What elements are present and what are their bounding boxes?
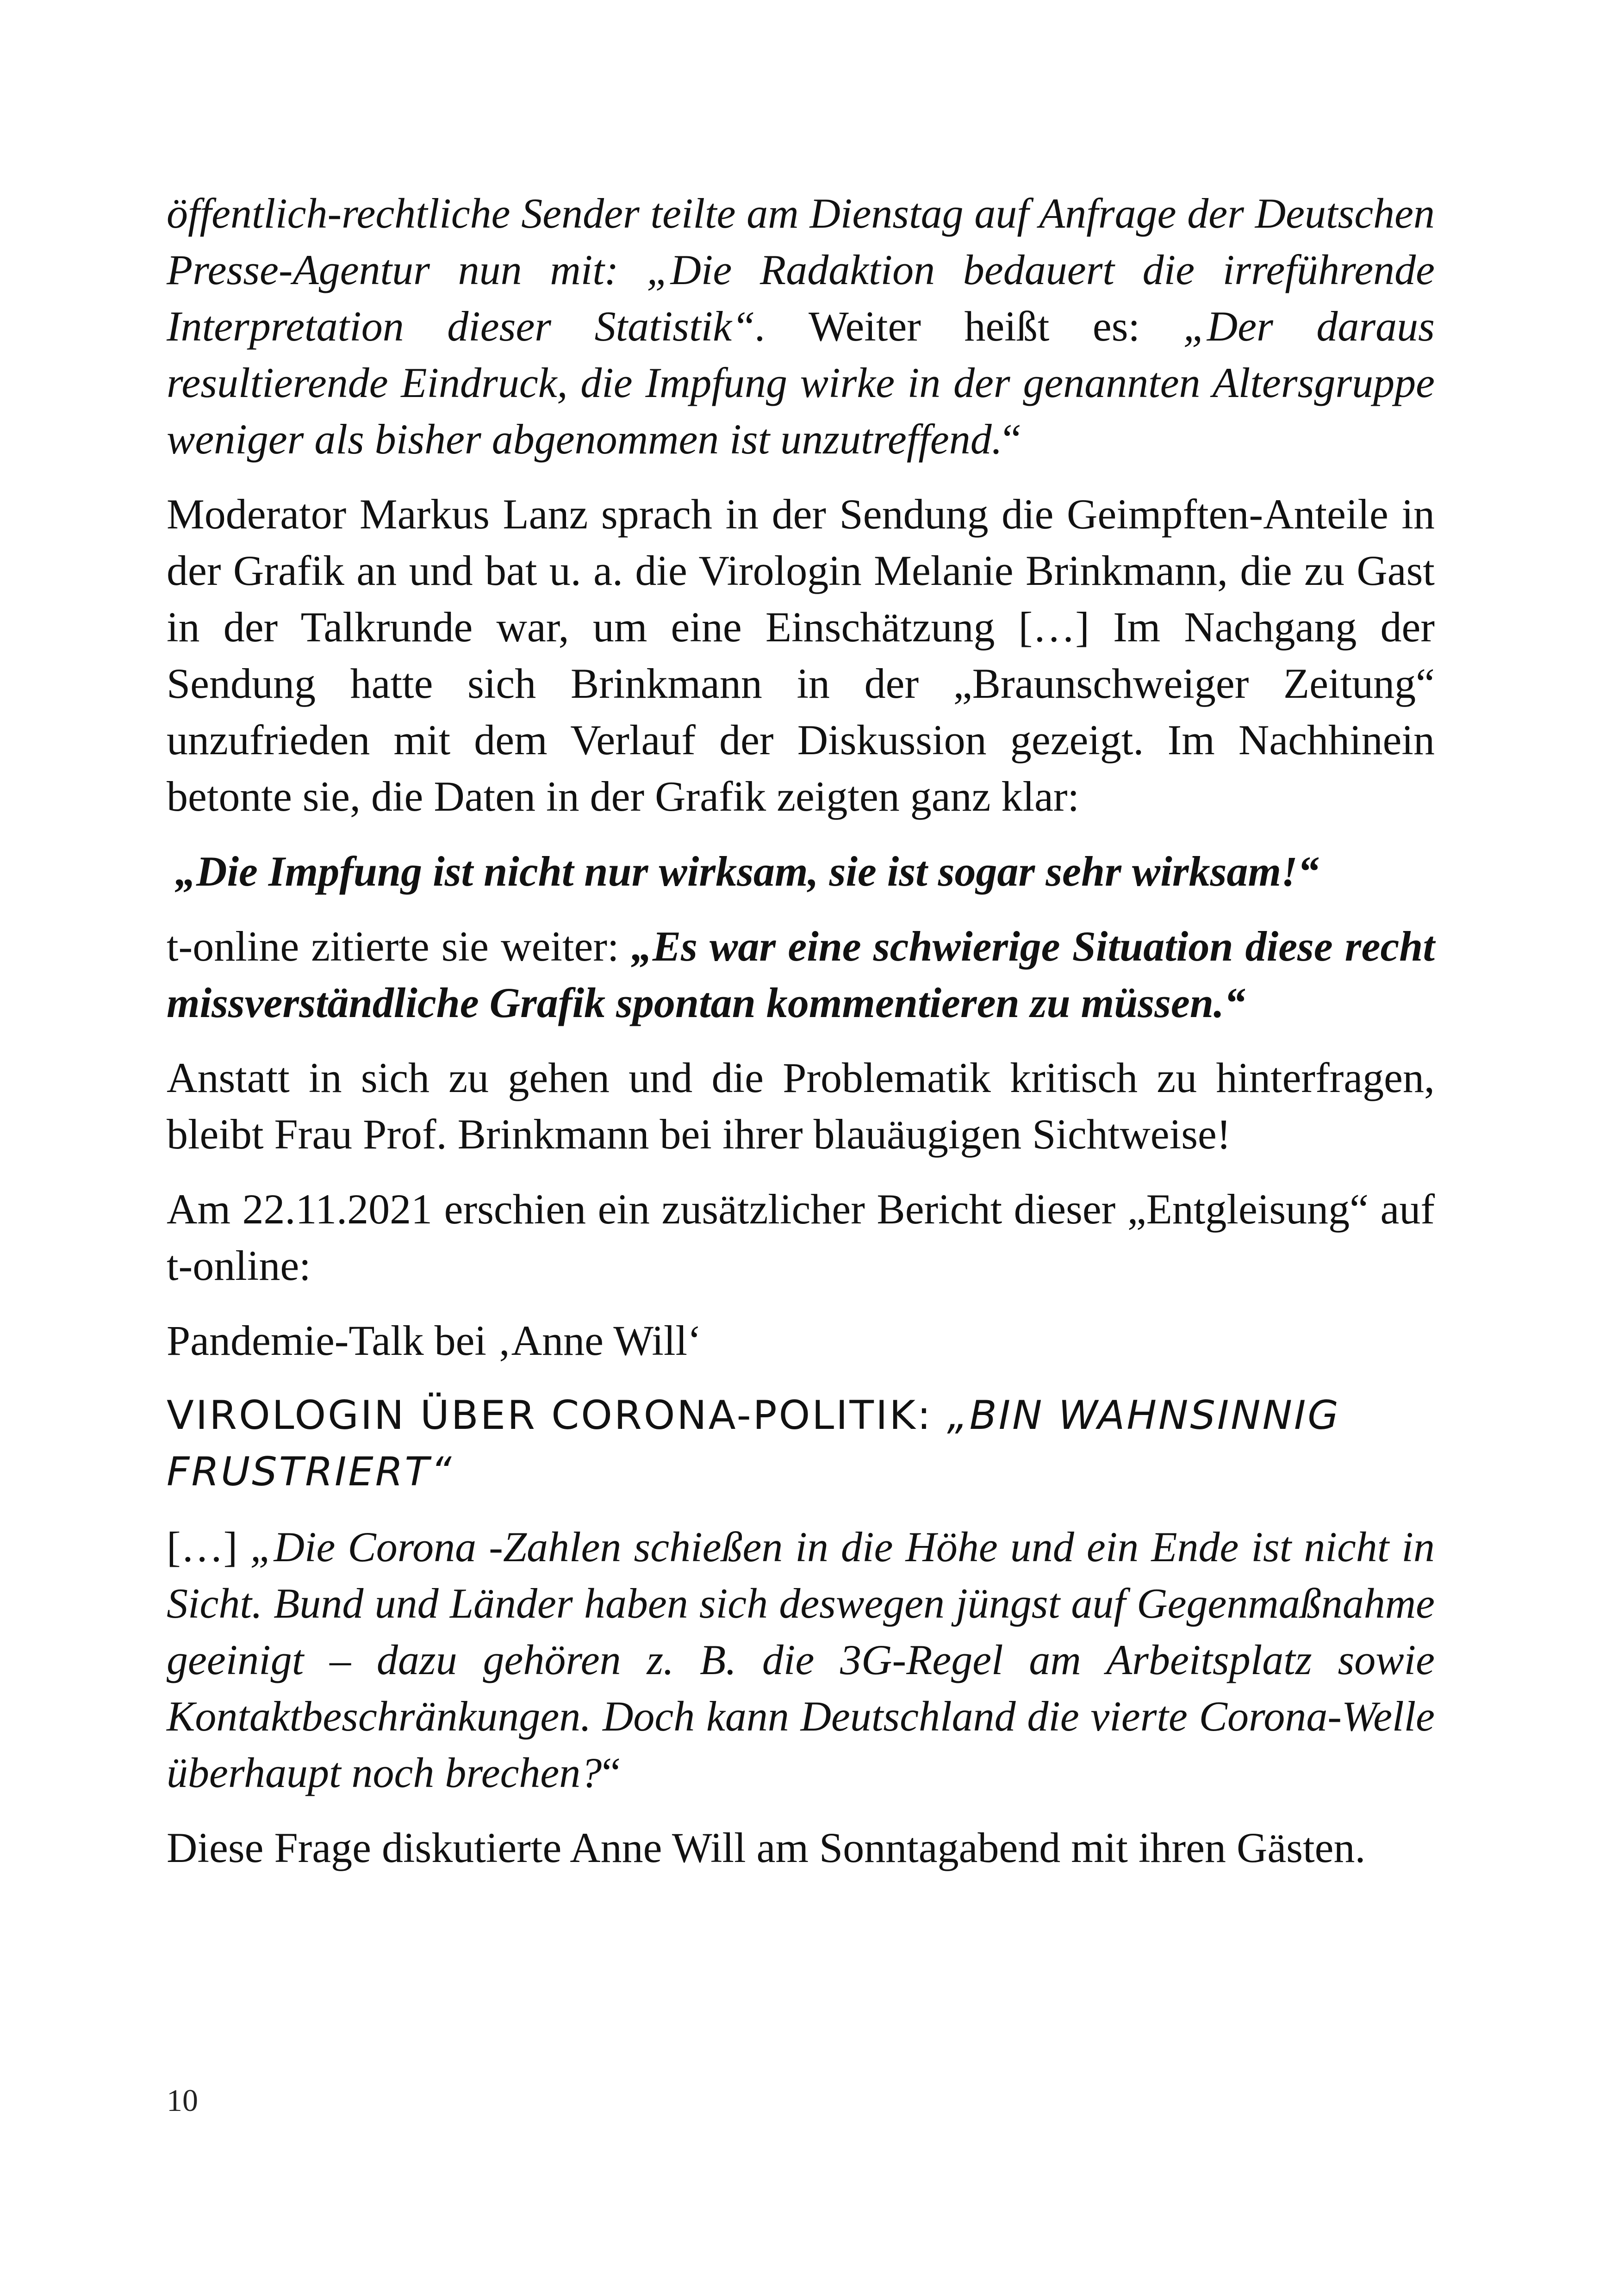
page-body [167,185,1435,1876]
quote-brinkmann: „Die Impfung ist nicht nur wirksam, sie ist sogar sehr wirksam!“ [175,848,1319,895]
plain-text: Weiter heißt es: [766,303,1183,350]
plain-text: […] [167,1523,250,1570]
paragraph-zdf-statement [167,185,1435,467]
italic-text: öffentlich-rechtliche Sender teilte am Dienstag auf Anfrage der Deutschen Presse-Agentur nun mit: „Die Radaktion bedauert die irreführende Interpretation dieser Statistik“. [167,190,1435,350]
paragraph-show-title: Pandemie-Talk bei ‚Anne Will‘ [167,1317,702,1364]
article-heading [167,1387,1435,1500]
heading-main: VIROLOGIN ÜBER CORONA-POLITIK: [167,1392,947,1439]
paragraph-article-excerpt [167,1519,1435,1801]
paragraph-closing: Diese Frage diskutierte Anne Will am Sonntagabend mit ihren Gästen. [167,1824,1366,1871]
paragraph-t-online-quote [167,918,1435,1031]
paragraph-report-date: Am 22.11.2021 erschien ein zusätzlicher Bericht dieser „Entgleisung“ auf t-online: [167,1185,1435,1289]
plain-text: “ [1002,416,1021,463]
italic-text: „Die Corona -Zahlen schießen in die Höhe und ein Ende ist nicht in Sicht. Bund und Länder haben sich deswegen jüngst auf Gegenmaßnahme geeinigt – dazu gehören z. B. die 3G-Regel am Arbeitsplatz sowie Kontaktbeschränkungen. Doch kann Deutschland die vierte Corona-Welle überhaupt noch brechen? [167,1523,1435,1796]
italic-text: „Der daraus resultierende Eindruck, die Impfung wirke in der genannten Altersgruppe weniger als bisher abgenommen ist unzutreffend. [167,303,1435,463]
paragraph-lanz: Moderator Markus Lanz sprach in der Sendung die Geimpften-Anteile in der Grafik an und bat u. a. die Virologin Melanie Brinkmann, die zu Gast in der Talkrunde war, um eine Einschätzung […] Im Nachgang der Sendung hatte sich Brinkmann in der „Braunschweiger Zeitung“ unzufrieden mit dem Verlauf der Diskussion gezeigt. Im Nachhinein betonte sie, die Daten in der Grafik zeigten ganz klar: [167,490,1435,820]
heading-quote: „BIN WAHNSINNIG FRUSTRIERT“ [167,1392,1340,1495]
paragraph-commentary: Anstatt in sich zu gehen und die Problematik kritisch zu hinterfragen, bleibt Frau Prof. Brinkmann bei ihrer blauäugigen Sichtweise! [167,1054,1435,1158]
plain-text: “ [602,1749,621,1796]
plain-text: t-online zitierte sie weiter: [167,923,631,970]
page-number: 10 [167,2083,198,2118]
bold-italic-quote: „Es war eine schwierige Situation diese recht missverständliche Grafik spontan kommentieren zu müssen.“ [167,923,1435,1026]
